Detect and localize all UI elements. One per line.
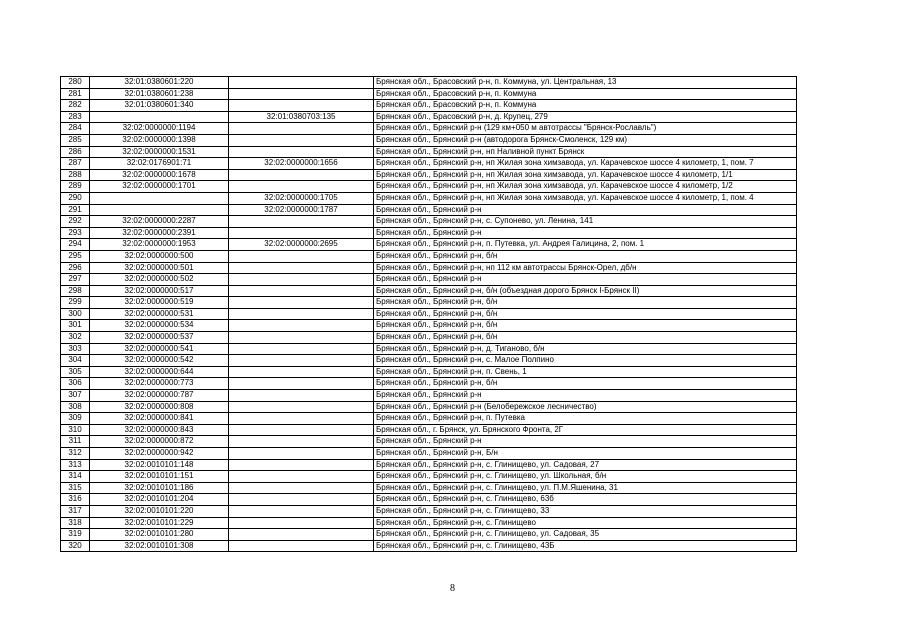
address-cell: Брянская обл., Брянский р-н (Белобережское лесничество) (374, 401, 797, 413)
address-cell: Брянская обл., Брянский р-н, нп Жилая зона химзавода, ул. Карачевское шоссе 4 километр, 1, пом. 7 (374, 158, 797, 170)
row-number-cell: 292 (61, 216, 90, 228)
address-cell: Брянская обл., Брасовский р-н, д. Крупец, 279 (374, 111, 797, 123)
cadastral-number-cell: 32:02:0000000:773 (90, 378, 229, 390)
row-number-cell: 318 (61, 517, 90, 529)
address-cell: Брянская обл., Брасовский р-н, п. Коммуна, ул. Центральная, 13 (374, 77, 797, 89)
secondary-cadastral-number-cell (229, 227, 374, 239)
row-number-cell: 301 (61, 320, 90, 332)
table-row (61, 366, 797, 378)
address-cell: Брянская обл., Брянский р-н, с. Глинищево (374, 517, 797, 529)
cadastral-number-cell (90, 204, 229, 216)
secondary-cadastral-number-cell (229, 216, 374, 228)
secondary-cadastral-number-cell (229, 459, 374, 471)
address-cell: Брянская обл., Брянский р-н, п. Путевка, ул. Андрея Галицина, 2, пом. 1 (374, 239, 797, 251)
secondary-cadastral-number-cell (229, 134, 374, 146)
table-row (61, 297, 797, 309)
address-cell: Брянская обл., Брянский р-н, нп Жилая зона химзавода, ул. Карачевское шоссе 4 километр, 1, пом. 4 (374, 192, 797, 204)
secondary-cadastral-number-cell (229, 482, 374, 494)
row-number-cell: 303 (61, 343, 90, 355)
table-row (61, 505, 797, 517)
row-number-cell: 308 (61, 401, 90, 413)
row-number-cell: 297 (61, 274, 90, 286)
secondary-cadastral-number-cell (229, 332, 374, 344)
row-number-cell: 286 (61, 146, 90, 158)
cadastral-number-cell: 32:02:0010101:204 (90, 494, 229, 506)
row-number-cell: 311 (61, 436, 90, 448)
cadastral-number-cell: 32:02:0000000:531 (90, 308, 229, 320)
row-number-cell: 312 (61, 448, 90, 460)
cadastral-number-cell: 32:02:0000000:2391 (90, 227, 229, 239)
address-cell: Брянская обл., Брянский р-н, нп Наливной пункт Брянск (374, 146, 797, 158)
row-number-cell: 295 (61, 250, 90, 262)
secondary-cadastral-number-cell (229, 401, 374, 413)
table-row (61, 88, 797, 100)
row-number-cell: 287 (61, 158, 90, 170)
cadastral-number-cell: 32:02:0010101:220 (90, 505, 229, 517)
row-number-cell: 283 (61, 111, 90, 123)
address-cell: Брянская обл., Брянский р-н (автодорога Брянск-Смоленск, 129 км) (374, 134, 797, 146)
table-row (61, 308, 797, 320)
secondary-cadastral-number-cell: 32:02:0000000:1656 (229, 158, 374, 170)
secondary-cadastral-number-cell (229, 390, 374, 402)
table-row (61, 378, 797, 390)
address-cell: Брянская обл., Брянский р-н, с. Глинищево, 43Б (374, 540, 797, 552)
secondary-cadastral-number-cell (229, 285, 374, 297)
address-cell: Брянская обл., Брянский р-н, Б/н (374, 448, 797, 460)
address-cell: Брянская обл., Брянский р-н, б/н (374, 332, 797, 344)
cadastral-number-cell: 32:02:0000000:502 (90, 274, 229, 286)
row-number-cell: 314 (61, 471, 90, 483)
cadastral-number-cell: 32:02:0000000:542 (90, 355, 229, 367)
address-cell: Брянская обл., Брянский р-н, б/н (374, 308, 797, 320)
cadastral-number-cell: 32:02:0000000:519 (90, 297, 229, 309)
address-cell: Брянская обл., Брянский р-н, с. Глинищево, ул. Школьная, б/н (374, 471, 797, 483)
secondary-cadastral-number-cell (229, 448, 374, 460)
address-cell: Брянская обл., Брянский р-н, нп Жилая зона химзавода, ул. Карачевское шоссе 4 километр, 1/1 (374, 169, 797, 181)
table-row (61, 111, 797, 123)
cadastral-number-cell: 32:02:0000000:534 (90, 320, 229, 332)
table-row (61, 390, 797, 402)
row-number-cell: 289 (61, 181, 90, 193)
row-number-cell: 293 (61, 227, 90, 239)
cadastral-number-cell: 32:02:0000000:541 (90, 343, 229, 355)
row-number-cell: 285 (61, 134, 90, 146)
table-row (61, 227, 797, 239)
secondary-cadastral-number-cell (229, 436, 374, 448)
table-row (61, 448, 797, 460)
row-number-cell: 281 (61, 88, 90, 100)
row-number-cell: 290 (61, 192, 90, 204)
cadastral-number-cell: 32:02:0010101:308 (90, 540, 229, 552)
row-number-cell: 309 (61, 413, 90, 425)
address-cell: Брянская обл., Брянский р-н (374, 204, 797, 216)
cadastral-number-cell: 32:02:0000000:1398 (90, 134, 229, 146)
table-row (61, 77, 797, 89)
row-number-cell: 294 (61, 239, 90, 251)
table-row (61, 100, 797, 112)
address-cell: Брянская обл., Брянский р-н, нп 112 км автотрассы Брянск-Орел, дб/н (374, 262, 797, 274)
secondary-cadastral-number-cell (229, 424, 374, 436)
cadastral-number-cell: 32:02:0000000:872 (90, 436, 229, 448)
table-row (61, 529, 797, 541)
address-cell: Брянская обл., Брянский р-н, с. Глинищево, 63б (374, 494, 797, 506)
secondary-cadastral-number-cell (229, 262, 374, 274)
cadastral-number-cell: 32:02:0000000:841 (90, 413, 229, 425)
table-row (61, 494, 797, 506)
address-cell: Брянская обл., г. Брянск, ул. Брянского Фронта, 2Г (374, 424, 797, 436)
cadastral-number-cell: 32:02:0000000:843 (90, 424, 229, 436)
table-row (61, 181, 797, 193)
address-cell: Брянская обл., Брянский р-н, с. Глинищево, ул. Садовая, 27 (374, 459, 797, 471)
cadastral-number-cell: 32:02:0176901:71 (90, 158, 229, 170)
address-cell: Брянская обл., Брянский р-н (374, 436, 797, 448)
row-number-cell: 313 (61, 459, 90, 471)
table-row (61, 134, 797, 146)
address-cell: Брянская обл., Брянский р-н, п. Свень, 1 (374, 366, 797, 378)
row-number-cell: 316 (61, 494, 90, 506)
row-number-cell: 310 (61, 424, 90, 436)
table-row (61, 424, 797, 436)
address-cell: Брянская обл., Брянский р-н (374, 227, 797, 239)
secondary-cadastral-number-cell (229, 517, 374, 529)
row-number-cell: 319 (61, 529, 90, 541)
table-row (61, 436, 797, 448)
address-cell: Брянская обл., Брянский р-н (374, 390, 797, 402)
table-row (61, 413, 797, 425)
address-cell: Брянская обл., Брянский р-н, б/н (объездная дорого Брянск I-Брянск II) (374, 285, 797, 297)
row-number-cell: 299 (61, 297, 90, 309)
secondary-cadastral-number-cell (229, 169, 374, 181)
row-number-cell: 306 (61, 378, 90, 390)
secondary-cadastral-number-cell (229, 320, 374, 332)
address-cell: Брянская обл., Брянский р-н, с. Глинищево, 33 (374, 505, 797, 517)
row-number-cell: 288 (61, 169, 90, 181)
table-row (61, 482, 797, 494)
row-number-cell: 320 (61, 540, 90, 552)
secondary-cadastral-number-cell: 32:01:0380703:135 (229, 111, 374, 123)
row-number-cell: 296 (61, 262, 90, 274)
secondary-cadastral-number-cell (229, 123, 374, 135)
secondary-cadastral-number-cell: 32:02:0000000:1787 (229, 204, 374, 216)
row-number-cell: 315 (61, 482, 90, 494)
secondary-cadastral-number-cell (229, 146, 374, 158)
table-row (61, 204, 797, 216)
address-cell: Брянская обл., Брянский р-н, с. Супонево, ул. Ленина, 141 (374, 216, 797, 228)
cadastral-number-cell: 32:02:0010101:186 (90, 482, 229, 494)
page-number: 8 (450, 583, 455, 594)
cadastral-number-cell: 32:02:0000000:644 (90, 366, 229, 378)
cadastral-number-cell: 32:02:0010101:229 (90, 517, 229, 529)
table-row (61, 262, 797, 274)
cadastral-number-cell: 32:02:0000000:517 (90, 285, 229, 297)
cadastral-number-cell: 32:02:0000000:1953 (90, 239, 229, 251)
address-cell: Брянская обл., Брянский р-н, с. Малое Полпино (374, 355, 797, 367)
table-row (61, 285, 797, 297)
cadastral-number-cell: 32:02:0000000:787 (90, 390, 229, 402)
secondary-cadastral-number-cell (229, 355, 374, 367)
table-row (61, 355, 797, 367)
cadastral-number-cell: 32:02:0000000:1678 (90, 169, 229, 181)
table-row (61, 320, 797, 332)
address-cell: Брянская обл., Брянский р-н, п. Путевка (374, 413, 797, 425)
row-number-cell: 305 (61, 366, 90, 378)
secondary-cadastral-number-cell (229, 308, 374, 320)
row-number-cell: 282 (61, 100, 90, 112)
row-number-cell: 298 (61, 285, 90, 297)
secondary-cadastral-number-cell (229, 77, 374, 89)
table-row (61, 216, 797, 228)
cadastral-number-cell: 32:02:0000000:537 (90, 332, 229, 344)
cadastral-number-cell: 32:02:0000000:1531 (90, 146, 229, 158)
secondary-cadastral-number-cell (229, 181, 374, 193)
secondary-cadastral-number-cell (229, 297, 374, 309)
secondary-cadastral-number-cell (229, 494, 374, 506)
secondary-cadastral-number-cell (229, 471, 374, 483)
cadastral-number-cell: 32:02:0010101:148 (90, 459, 229, 471)
table-row (61, 540, 797, 552)
cadastral-number-cell: 32:02:0000000:500 (90, 250, 229, 262)
secondary-cadastral-number-cell (229, 343, 374, 355)
row-number-cell: 284 (61, 123, 90, 135)
cadastral-number-cell: 32:02:0000000:501 (90, 262, 229, 274)
table-row (61, 401, 797, 413)
address-cell: Брянская обл., Брянский р-н, д. Тиганово, б/н (374, 343, 797, 355)
secondary-cadastral-number-cell (229, 274, 374, 286)
address-cell: Брянская обл., Брянский р-н (374, 274, 797, 286)
address-cell: Брянская обл., Брянский р-н, с. Глинищево, ул. П.М.Яшенина, 31 (374, 482, 797, 494)
table-row (61, 239, 797, 251)
address-cell: Брянская обл., Брянский р-н, б/н (374, 297, 797, 309)
address-cell: Брянская обл., Брянский р-н, с. Глинищево, ул. Садовая, 35 (374, 529, 797, 541)
address-cell: Брянская обл., Брянский р-н, б/н (374, 378, 797, 390)
cadastral-number-cell: 32:01:0380601:238 (90, 88, 229, 100)
cadastral-number-cell (90, 111, 229, 123)
cadastral-number-cell: 32:02:0010101:151 (90, 471, 229, 483)
secondary-cadastral-number-cell: 32:02:0000000:2695 (229, 239, 374, 251)
row-number-cell: 317 (61, 505, 90, 517)
secondary-cadastral-number-cell (229, 540, 374, 552)
address-cell: Брянская обл., Брасовский р-н, п. Коммуна (374, 88, 797, 100)
property-register-table (60, 76, 797, 552)
secondary-cadastral-number-cell (229, 100, 374, 112)
table-row (61, 250, 797, 262)
secondary-cadastral-number-cell (229, 250, 374, 262)
table-row (61, 343, 797, 355)
secondary-cadastral-number-cell: 32:02:0000000:1705 (229, 192, 374, 204)
address-cell: Брянская обл., Брянский р-н (129 км+050 м автотрассы "Брянск-Рославль") (374, 123, 797, 135)
table-row (61, 146, 797, 158)
address-cell: Брянская обл., Брянский р-н, б/н (374, 250, 797, 262)
cadastral-number-cell: 32:02:0000000:942 (90, 448, 229, 460)
cadastral-number-cell: 32:02:0000000:2287 (90, 216, 229, 228)
table-row (61, 459, 797, 471)
table-row (61, 192, 797, 204)
row-number-cell: 304 (61, 355, 90, 367)
table-row (61, 274, 797, 286)
row-number-cell: 280 (61, 77, 90, 89)
row-number-cell: 302 (61, 332, 90, 344)
secondary-cadastral-number-cell (229, 366, 374, 378)
cadastral-number-cell: 32:02:0000000:1701 (90, 181, 229, 193)
table-body (61, 77, 797, 552)
cadastral-number-cell: 32:02:0000000:1194 (90, 123, 229, 135)
cadastral-number-cell: 32:02:0010101:280 (90, 529, 229, 541)
secondary-cadastral-number-cell (229, 88, 374, 100)
row-number-cell: 291 (61, 204, 90, 216)
table-row (61, 158, 797, 170)
table-row (61, 169, 797, 181)
cadastral-number-cell: 32:01:0380601:220 (90, 77, 229, 89)
address-cell: Брянская обл., Брасовский р-н, п. Коммуна (374, 100, 797, 112)
secondary-cadastral-number-cell (229, 505, 374, 517)
table-row (61, 471, 797, 483)
row-number-cell: 300 (61, 308, 90, 320)
cadastral-number-cell (90, 192, 229, 204)
cadastral-number-cell: 32:01:0380601:340 (90, 100, 229, 112)
table-row (61, 332, 797, 344)
table-row (61, 517, 797, 529)
secondary-cadastral-number-cell (229, 529, 374, 541)
row-number-cell: 307 (61, 390, 90, 402)
secondary-cadastral-number-cell (229, 413, 374, 425)
address-cell: Брянская обл., Брянский р-н, нп Жилая зона химзавода, ул. Карачевское шоссе 4 километр, 1/2 (374, 181, 797, 193)
secondary-cadastral-number-cell (229, 378, 374, 390)
cadastral-number-cell: 32:02:0000000:808 (90, 401, 229, 413)
address-cell: Брянская обл., Брянский р-н, б/н (374, 320, 797, 332)
table-row (61, 123, 797, 135)
